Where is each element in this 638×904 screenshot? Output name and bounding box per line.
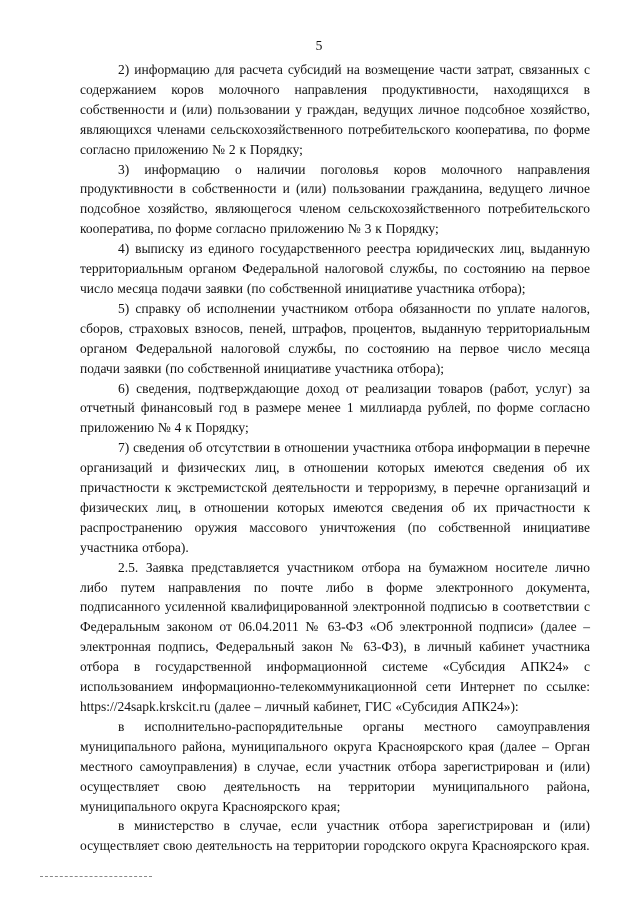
paragraph-item-2: 2) информацию для расчета субсидий на возмещение части затрат, связанных с содержанием коров молочного направления продуктивности, находящихся в собственности и (или) пользовании у граждан, ведущих личное подсобное хозяйство, являющихся членами сельскохозяйственного потребительского кооператива, по форме согласно приложению № 2 к Порядку; (80, 62, 590, 157)
paragraph-item-4: 4) выписку из единого государственного реестра юридических лиц, выданную территориальным органом Федеральной налоговой службы, по состоянию на первое число месяца подачи заявки (по собственной инициативе участника отбора); (80, 241, 590, 296)
paragraph-item-6: 6) сведения, подтверждающие доход от реализации товаров (работ, услуг) за отчетный финансовый год в размере менее 1 миллиарда рублей, по форме согласно приложению № 4 к Порядку; (80, 380, 590, 436)
document-body (80, 60, 590, 856)
paragraph-section-2-5: 2.5. Заявка представляется участником отбора на бумажном носителе лично либо путем направления по почте либо в форме электронного документа, подписанного усиленной квалифицированной электронной подписью в соответствии с Федеральным законом от 06.04.2011 № 63-ФЗ «Об электронной подписи» (далее – электронная подпись, Федеральный закон № 63-ФЗ), в личный кабинет участника отбора в государственной информационной системе «Субсидия АПК24» с использованием информационно-телекоммуникационной сети Интернет по ссылке: https://24sapk.krskcit.ru (далее – личный кабинет, ГИС «Субсидия АПК24»): (80, 559, 590, 714)
paragraph-ministry: в министерство в случае, если участник отбора зарегистрирован и (или) осуществляет свою деятельность на территории городского округа Красноярского края. (80, 818, 590, 854)
paragraph-item-3: 3) информацию о наличии поголовья коров молочного направления продуктивности в собственности и (или) пользовании гражданина, ведущего личное подсобное хозяйство, являющегося членом сельскохозяйственного потребительского кооператива, по форме согласно приложению № 3 к Порядку; (80, 161, 590, 237)
paragraph-item-7: 7) сведения об отсутствии в отношении участника отбора информации в перечне организаций и физических лиц, в отношении которых имеются сведения об их причастности к экстремистской деятельности и терроризму, в перечне организаций и физических лиц, в отношении которых имеются сведения об их причастности к распространению оружия массового уничтожения (по собственной инициативе участника отбора). (80, 440, 590, 555)
footer-divider (40, 876, 152, 877)
paragraph-local-government: в исполнительно-распорядительные органы местного самоуправления муниципального района, муниципального округа Красноярского края (далее – Орган местного самоуправления) в случае, если участник отбора зарегистрирован и (или) осуществляет свою деятельность на территории муниципального района, муниципального округа Красноярского края; (80, 718, 590, 814)
paragraph-item-5: 5) справку об исполнении участником отбора обязанности по уплате налогов, сборов, страховых взносов, пеней, штрафов, процентов, выданную территориальным органом Федеральной налоговой службы, по состоянию на первое число месяца подачи заявки (по собственной инициативе участника отбора); (80, 300, 590, 376)
page-number: 5 (315, 38, 323, 53)
